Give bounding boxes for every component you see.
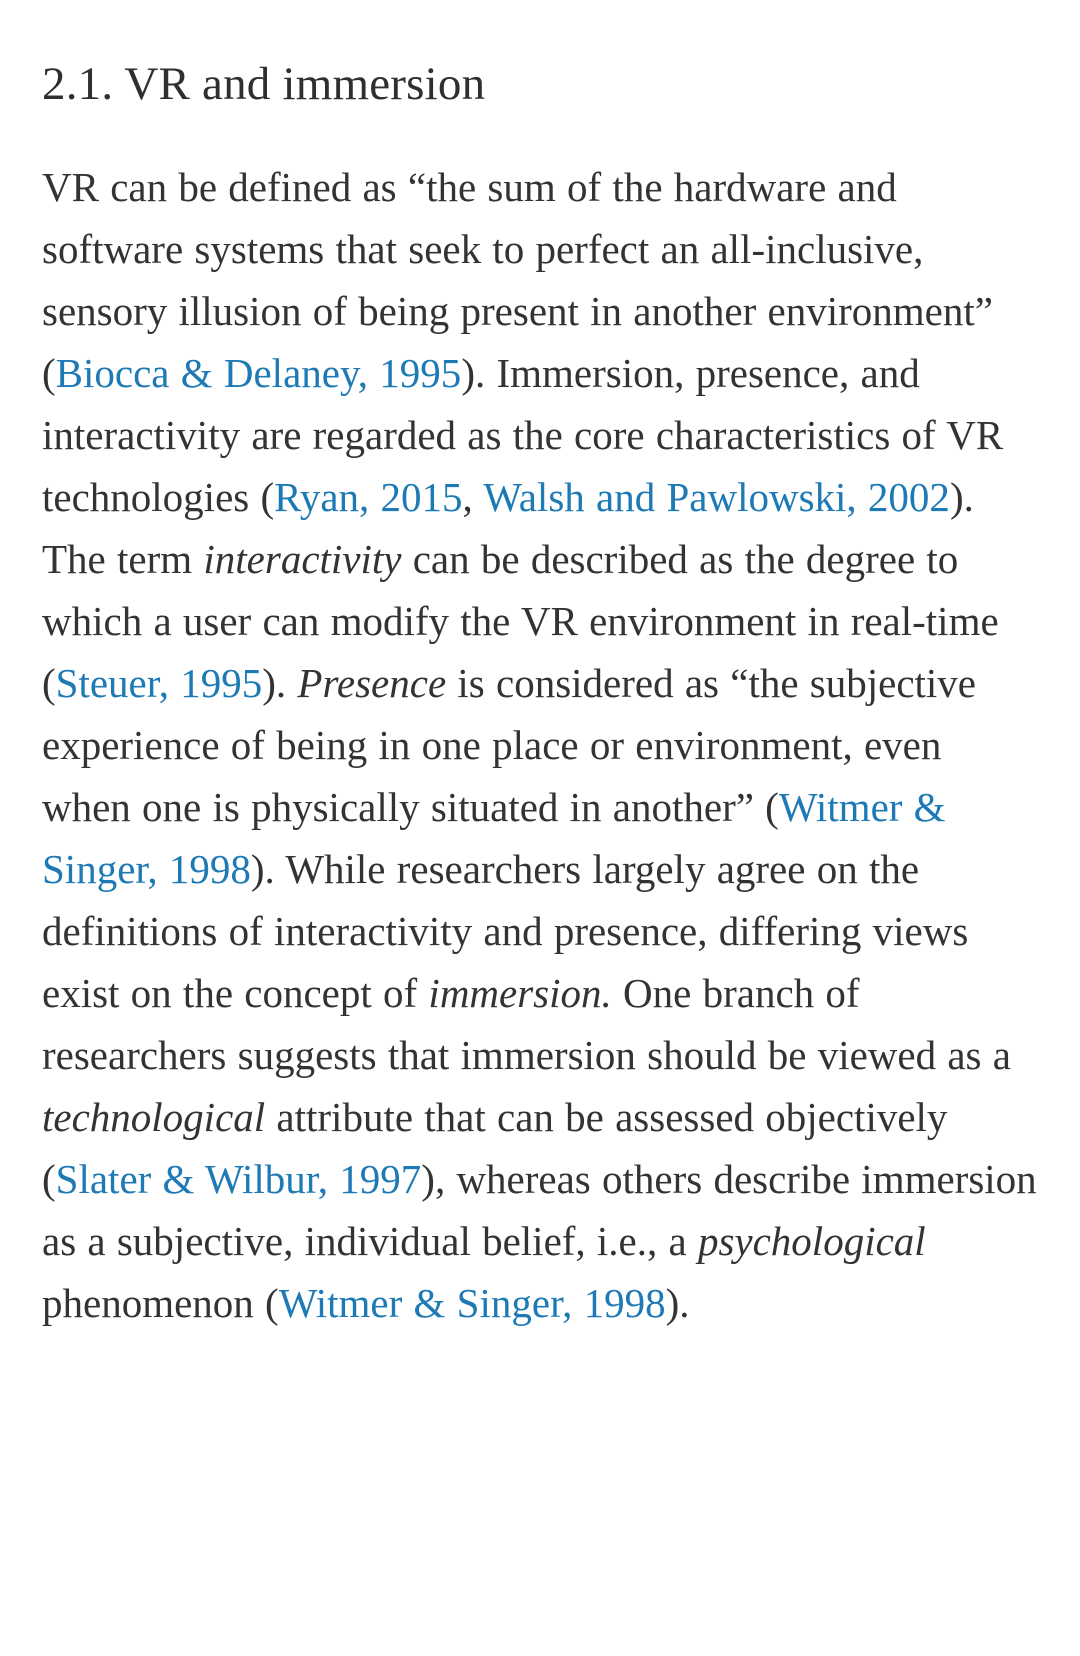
citation-link[interactable]: Biocca & Delaney, 1995 xyxy=(55,350,462,397)
body-text-run: can be described as the degree to which a user can modify the VR environment in real-time ( xyxy=(42,536,999,707)
emphasized-term: technological xyxy=(42,1094,266,1141)
body-text-run: ). The term xyxy=(42,474,974,583)
citation-link[interactable]: Witmer & Singer, 1998 xyxy=(42,784,946,893)
body-text-run: is considered as “the subjective experience of being in one place or environment, even when one is physically situated in another” ( xyxy=(42,660,977,831)
body-text-run: phenomenon ( xyxy=(42,1280,279,1327)
body-text-run: attribute that can be assessed objectively ( xyxy=(42,1094,948,1203)
body-text-run: ). xyxy=(665,1280,690,1327)
citation-link[interactable]: Walsh and Pawlowski, 2002 xyxy=(483,474,950,521)
section-heading: 2.1. VR and immersion xyxy=(42,58,486,110)
section-paragraph xyxy=(42,156,1038,1334)
citation-link[interactable]: Steuer, 1995 xyxy=(55,660,263,707)
body-text-run: , xyxy=(462,474,484,521)
emphasized-term: interactivity xyxy=(203,536,402,583)
emphasized-term: immersion. xyxy=(428,970,612,1017)
emphasized-term: psychological xyxy=(697,1218,926,1265)
body-text-run: One branch of researchers suggests that immersion should be viewed as a xyxy=(42,970,1011,1079)
citation-link[interactable]: Witmer & Singer, 1998 xyxy=(278,1280,666,1327)
emphasized-term: Presence xyxy=(297,660,447,707)
body-text-run: ). xyxy=(262,660,298,707)
body-text-run: ), whereas others describe immersion as a subjective, individual belief, i.e., a xyxy=(42,1156,1037,1265)
citation-link[interactable]: Ryan, 2015 xyxy=(274,474,463,521)
citation-link[interactable]: Slater & Wilbur, 1997 xyxy=(55,1156,422,1203)
body-text-run: ). Immersion, presence, and interactivity are regarded as the core characteristics of VR technologies ( xyxy=(42,350,1004,521)
body-text-run: ). While researchers largely agree on the definitions of interactivity and presence, differing views exist on the concept of xyxy=(42,846,969,1017)
body-text-run: VR can be defined as “the sum of the hardware and software systems that seek to perfect an all-inclusive, sensory illusion of being present in another environment” ( xyxy=(42,164,993,397)
